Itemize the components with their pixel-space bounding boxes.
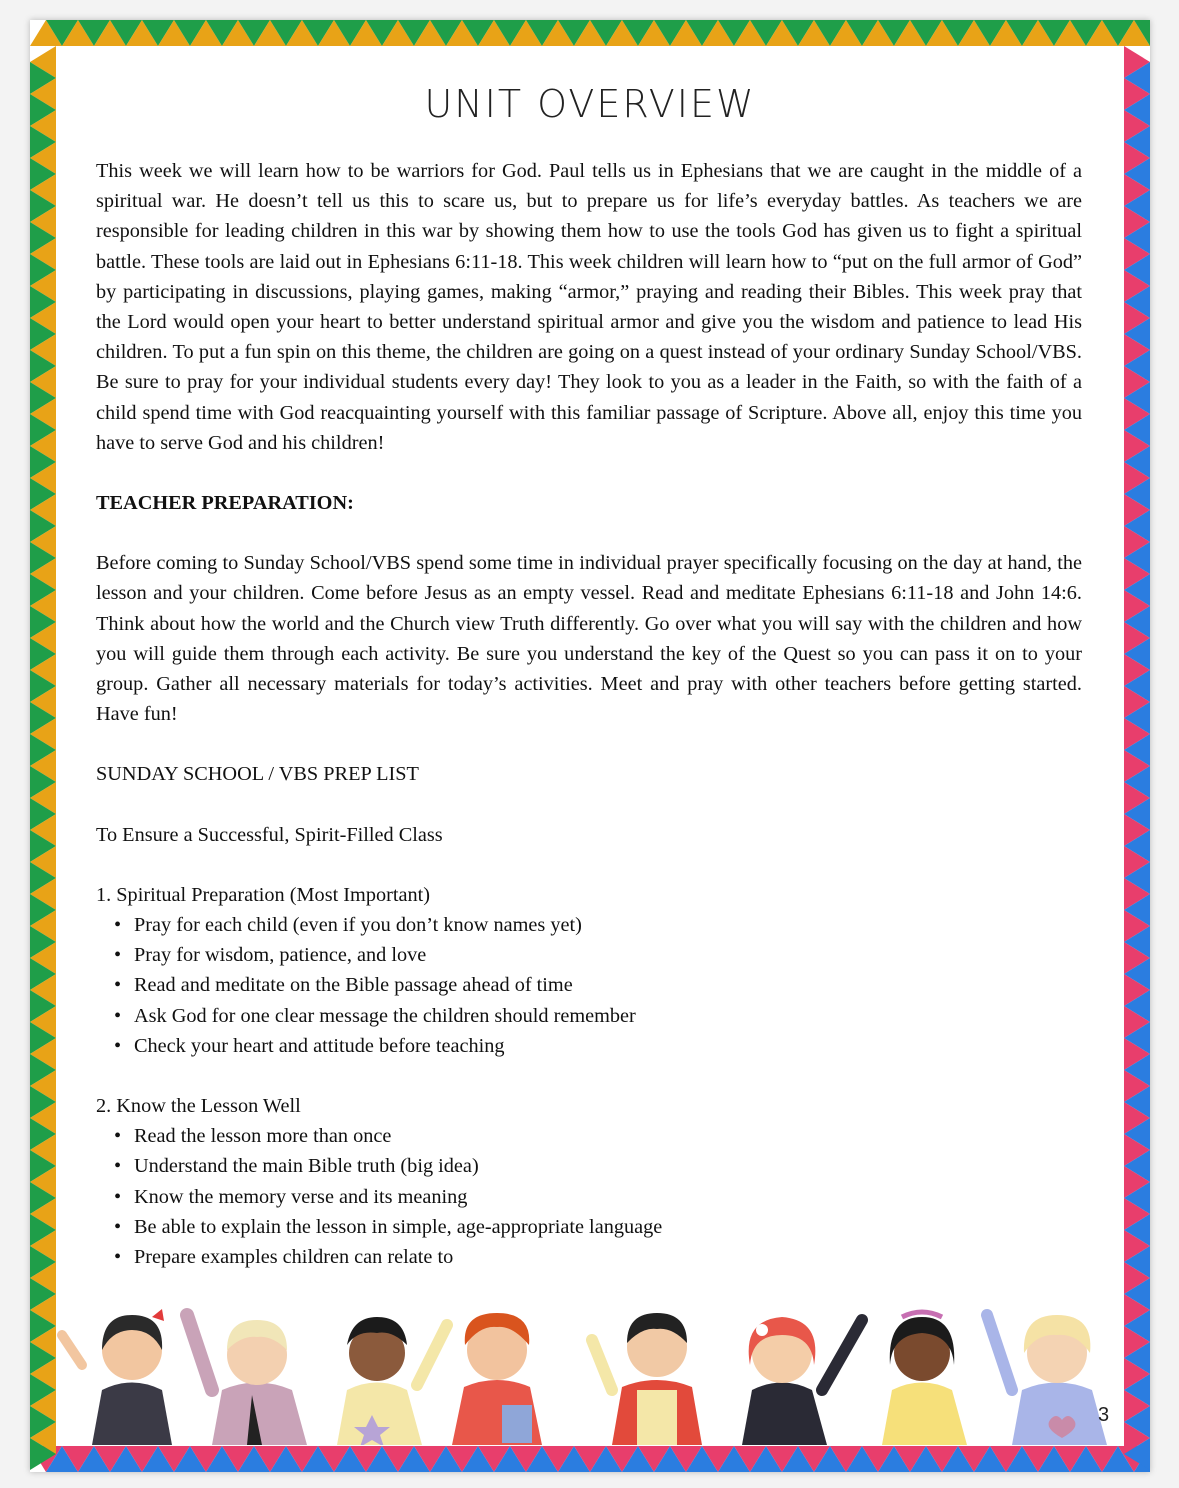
child-figure [882, 1312, 967, 1445]
child-figure [62, 1309, 172, 1445]
teacher-prep-paragraph: Before coming to Sunday School/VBS spend some time in individual prayer specifically focusing on the day at hand, the lesson and your children. Come before Jesus as an empty vessel. Read and meditate Ephesians 6:11-18 and John 14:6. Think about how the world and the Church view Truth differently. Go over what you will say with the children and how you will guide them through each activity. Be sure you understand the key of the Quest so you can pass it on to your group. Gather all necessary materials for today’s activities. Meet and pray with other teachers before getting started. Have fun! [96, 552, 1082, 726]
list-item: • Read and meditate on the Bible passage ahead of time [134, 970, 1082, 1000]
list-item: • Ask God for one clear message the children should remember [134, 1001, 1082, 1031]
children-illustration [52, 1295, 1128, 1445]
teacher-prep-heading: TEACHER PREPARATION: [96, 492, 354, 515]
document-page [30, 20, 1150, 1472]
list-item: • Be able to explain the lesson in simple, age-appropriate language [134, 1212, 1082, 1242]
bullet-list [96, 910, 1082, 1061]
child-figure [592, 1313, 702, 1445]
list-item: • Pray for wisdom, patience, and love [134, 940, 1082, 970]
overview-paragraph: This week we will learn how to be warriors for God. Paul tells us in Ephesians that we are caught in the middle of a spiritual war. He doesn’t tell us this to scare us, but to prepare us for life’s everyday battles. As teachers we are responsible for leading children in this war by showing them how to use the tools God has given us to fight a spiritual battle. These tools are laid out in Ephesians 6:11-18. This week children will learn how to “put on the full armor of God” by participating in discussions, playing games, making “armor,” praying and reading their Bibles. This week pray that the Lord would open your heart to better understand spiritual armor and give you the wisdom and patience to lead His children. To put a fun spin on this theme, the children are going on a quest instead of your ordinary Sunday School/VBS. Be sure to pray for your individual students every day! They look to you as a leader in the Faith, so with the faith of a child spend time with God reacquainting yourself with this familiar passage of Scripture. Above all, enjoy this time you have to serve God and his children! [96, 160, 1082, 454]
main-content [96, 156, 1082, 1272]
list-item: • Check your heart and attitude before teaching [134, 1031, 1082, 1061]
child-figure [742, 1317, 862, 1445]
list-item: • Understand the main Bible truth (big idea) [134, 1151, 1082, 1181]
prep-list-title: SUNDAY SCHOOL / VBS PREP LIST [96, 763, 419, 786]
section-heading: 2. Know the Lesson Well [96, 1095, 301, 1118]
page-title: UNIT OVERVIEW [424, 82, 756, 126]
list-item: • Pray for each child (even if you don’t know names yet) [134, 910, 1082, 940]
list-item: • Prepare examples children can relate to [134, 1242, 1082, 1272]
child-figure [987, 1315, 1110, 1445]
child-figure [337, 1317, 447, 1445]
child-figure [187, 1315, 307, 1445]
child-figure [452, 1313, 542, 1445]
list-item: • Know the memory verse and its meaning [134, 1182, 1082, 1212]
section-heading: 1. Spiritual Preparation (Most Important) [96, 883, 431, 906]
bullet-list [96, 1121, 1082, 1272]
page-number: 3 [1098, 1404, 1110, 1426]
list-item: • Read the lesson more than once [134, 1121, 1082, 1151]
prep-list-subtitle: To Ensure a Successful, Spirit-Filled Class [96, 823, 443, 846]
